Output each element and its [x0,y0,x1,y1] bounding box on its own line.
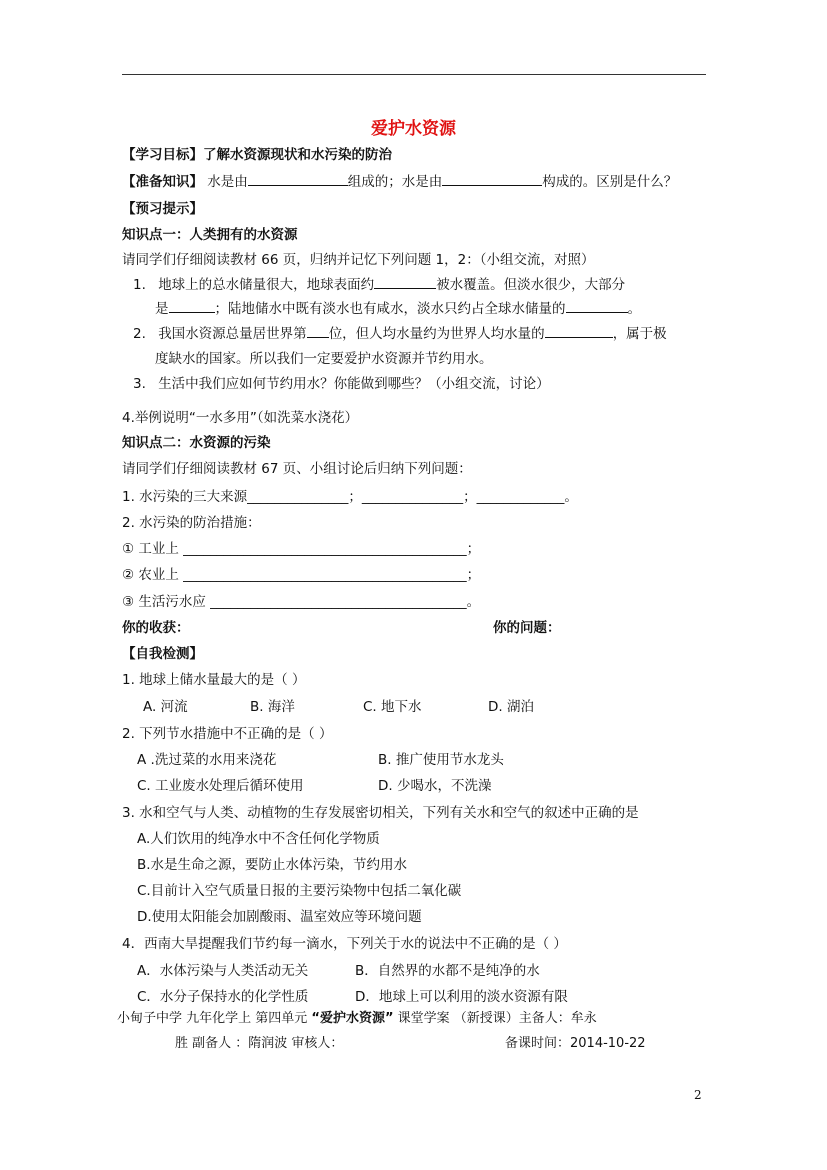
k2-measure-domestic: ③ 生活污水应 ______________________________________。 [122,594,481,610]
k1-q2-text-b: 位，但人均水量约为世界人均水量的 [328,326,545,342]
test-q2-option-a[interactable]: A .洗过菜的水用来浇花 [137,752,277,768]
k1-q1-text-a: 地球上的总水储量很大，地球表面约 [158,277,375,293]
k1-q1-text-b: 被水覆盖。但淡水很少，大部分 [436,277,626,293]
k1-heading: 知识点一：人类拥有的水资源 [122,227,298,243]
test-q4-option-a[interactable]: A．水体污染与人类活动无关 [137,963,309,979]
k1-q4: 4.举例说明“一水多用”（如洗菜水浇花） [122,410,359,426]
learning-goal [122,146,392,164]
goal-text: 了解水资源现状和水污染的防治 [203,147,392,163]
prep-blank-2[interactable] [442,173,542,186]
k1-q3-num: 3. [133,376,146,392]
header-rule [122,74,706,75]
test-q2: 2. 下列节水措施中不正确的是（ ） [122,726,333,742]
footer-line-2: 胜 副备人 ：隋润波 审核人： [175,1036,344,1051]
test-q4-option-d[interactable]: D．地球上可以利用的淡水资源有限 [355,989,568,1005]
test-q2-option-d[interactable]: D. 少喝水，不洗澡 [378,778,492,794]
k1-q1-text-d: ；陆地储水中既有淡水也有咸水，淡水只约占全球水储量的 [214,301,566,317]
k1-q2-blank-2[interactable] [545,325,613,338]
test-q1-option-b[interactable]: B. 海洋 [250,699,295,715]
test-q3-option-d[interactable]: D.使用太阳能会加剧酸雨、温室效应等环境问题 [137,909,422,925]
test-q1-option-d[interactable]: D. 湖泊 [488,699,534,715]
k1-q1-blank-2[interactable] [169,300,215,313]
prep-knowledge [122,173,677,191]
test-q2-option-c[interactable]: C. 工业废水处理后循环使用 [137,778,304,794]
prep-text-2: 组成的；水是由 [347,174,443,190]
k2-q1: 1. 水污染的三大来源_______________；_______________；_____________。 [122,489,578,505]
k1-q1-text-e: 。 [627,301,641,317]
questions-label: 你的问题： [493,620,561,636]
k1-q1-text-c: 是 [155,301,169,317]
test-q1-option-a[interactable]: A. 河流 [143,699,188,715]
page-title: 爱护水资源 [371,119,456,139]
prep-blank-1[interactable] [248,173,348,186]
test-q3-option-b[interactable]: B.水是生命之源，要防止水体污染，节约用水 [137,857,408,873]
prep-text-1: 水是由 [207,174,248,190]
goal-label: 【学习目标】 [122,147,203,163]
k1-q2-text-c: ，属于极 [612,326,667,342]
test-q4: 4．西南大旱提醒我们节约每一滴水，下列关于水的说法中不正确的是（ ） [122,936,567,952]
k1-q1-line1 [133,276,625,294]
k1-q1-blank-1[interactable] [374,276,436,289]
test-q2-option-b[interactable]: B. 推广使用节水龙头 [378,752,504,768]
test-q1: 1. 地球上储水量最大的是（ ） [122,672,306,688]
test-q1-option-c[interactable]: C. 地下水 [363,699,422,715]
test-q3-option-c[interactable]: C.目前计入空气质量日报的主要污染物中包括二氧化碳 [137,883,462,899]
footer-date: 备课时间：2014-10-22 [505,1036,646,1051]
k1-q1-line2 [155,300,641,318]
footer-school: 小甸子中学 九年化学上 第四单元 [117,1011,312,1026]
k2-measure-industry: ① 工业上 __________________________________________； [122,541,481,557]
k1-q3-text: 生活中我们应如何节约用水？你能做到哪些？（小组交流，讨论） [158,376,550,392]
k2-heading: 知识点二：水资源的污染 [122,435,271,451]
k1-q2-line1 [133,325,667,343]
k2-measure-agriculture: ② 农业上 __________________________________________； [122,567,481,583]
page-number: 2 [694,1088,702,1102]
gains-label: 你的收获： [122,620,190,636]
k1-q2-line2: 度缺水的国家。所以我们一定要爱护水资源并节约用水。 [155,351,493,367]
k1-intro: 请同学们仔细阅读教材 66 页，归纳并记忆下列问题 1，2：（小组交流，对照） [122,252,595,268]
test-q4-option-c[interactable]: C．水分子保持水的化学性质 [137,989,309,1005]
prep-label: 【准备知识】 [122,174,203,190]
k1-q1-num: 1. [133,277,146,293]
k1-q1-blank-3[interactable] [566,300,628,313]
footer-lesson-title: “爱护水资源” [311,1011,394,1026]
k1-q3 [133,375,550,393]
test-q3: 3. 水和空气与人类、动植物的生存发展密切相关，下列有关水和空气的叙述中正确的是 [122,805,639,821]
k2-q2: 2. 水污染的防治措施： [122,515,261,531]
k2-intro: 请同学们仔细阅读教材 67 页、小组讨论后归纳下列问题： [122,461,472,477]
footer-line-1 [117,1010,597,1028]
k1-q2-blank-1[interactable] [307,325,329,338]
prep-text-3: 构成的。区别是什么？ [542,174,678,190]
preview-label: 【预习提示】 [122,201,203,217]
test-q4-option-b[interactable]: B．自然界的水都不是纯净的水 [355,963,540,979]
self-check-label: 【自我检测】 [122,646,203,662]
k1-q2-text-a: 我国水资源总量居世界第 [158,326,307,342]
footer-preparer: 课堂学案 （新授课）主备人：牟永 [393,1011,597,1026]
test-q3-option-a[interactable]: A.人们饮用的纯净水中不含任何化学物质 [137,831,380,847]
k1-q2-num: 2. [133,326,146,342]
